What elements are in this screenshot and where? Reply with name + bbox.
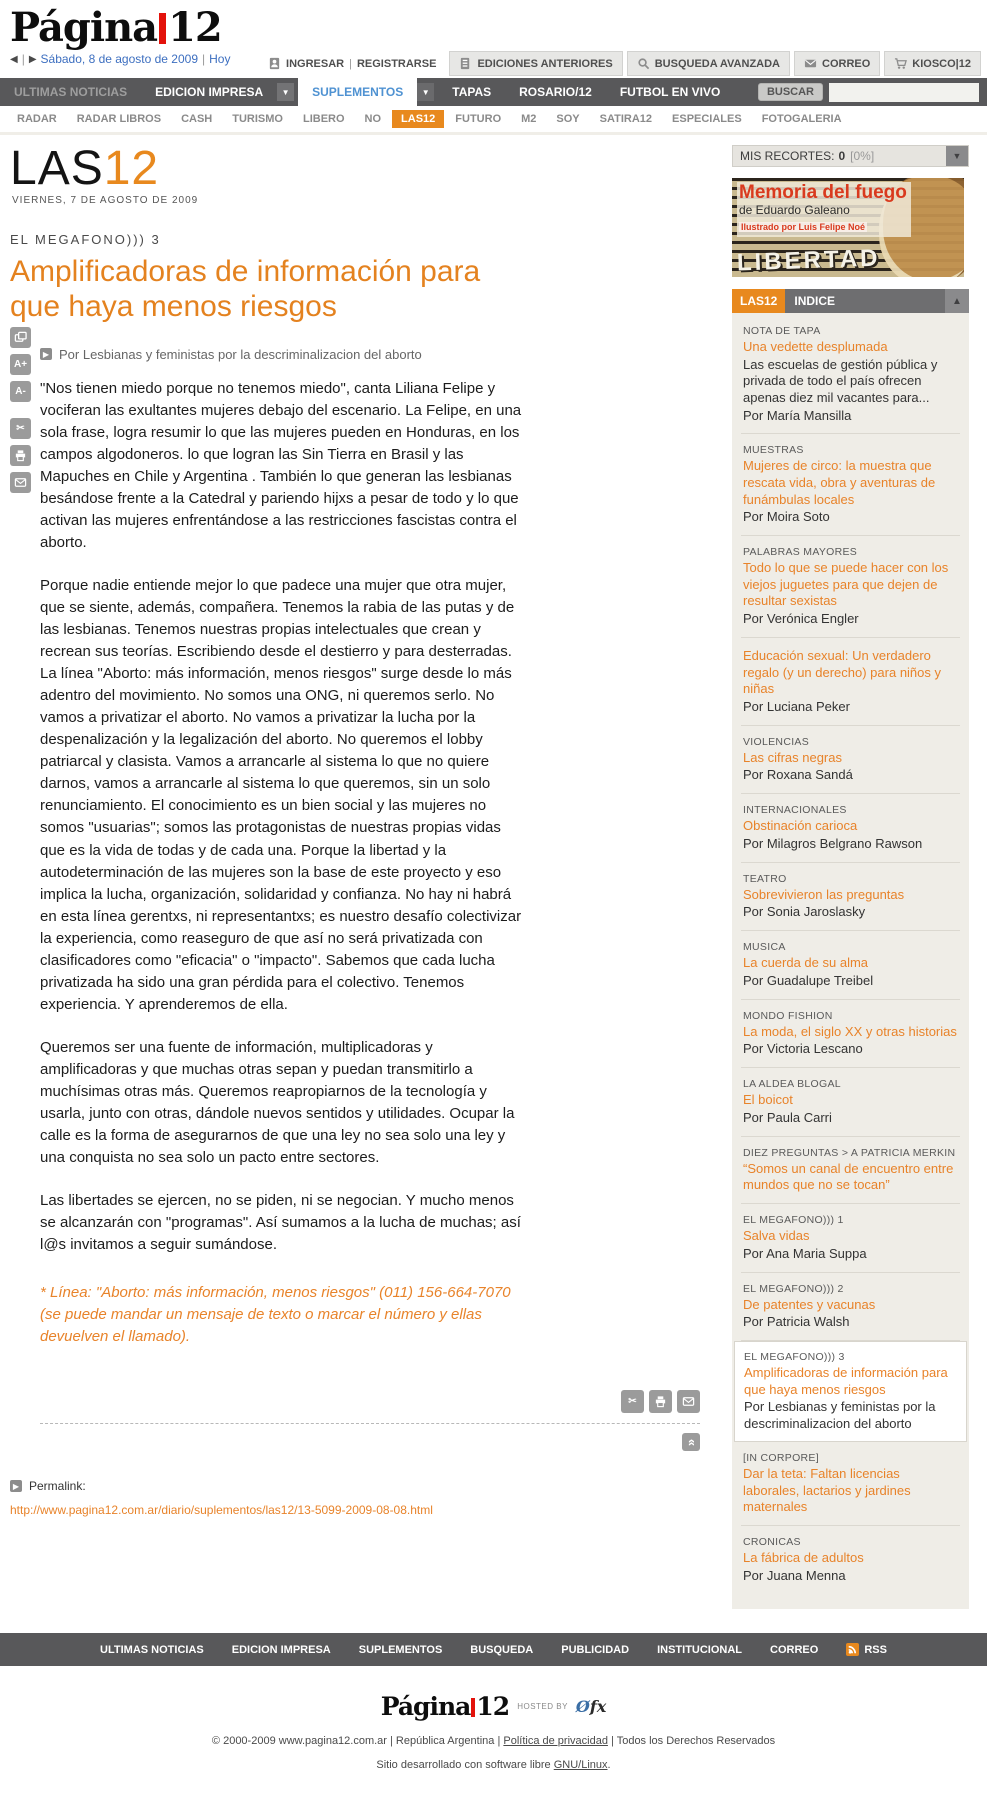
user-icon [268, 57, 281, 70]
supplement-tab[interactable]: FUTURO [455, 113, 502, 125]
font-increase-button[interactable]: A+ [10, 354, 31, 375]
supplement-tab[interactable]: NO [364, 113, 382, 125]
footer-rss-link[interactable]: RSS [846, 1643, 887, 1656]
index-item [741, 931, 960, 1000]
index-author: Por Milagros Belgrano Rawson [743, 835, 923, 851]
supplements-nav [0, 106, 987, 135]
nav-tapas[interactable]: TAPAS [452, 85, 492, 99]
privacy-policy-link[interactable]: Política de privacidad [503, 1735, 608, 1748]
play-bullet-icon: ▶ [10, 1480, 22, 1492]
nav-edicion-impresa[interactable]: EDICION IMPRESA [155, 85, 264, 99]
indice-label: INDICE [794, 294, 836, 308]
index-title-link[interactable]: Dar la teta: Faltan licencias laborales, lactarios y jardines maternales [743, 1466, 911, 1515]
edicion-dropdown-icon[interactable]: ▼ [277, 83, 294, 101]
supplement-tab[interactable]: FOTOGALERIA [761, 113, 842, 125]
index-item [741, 1137, 960, 1204]
ediciones-anteriores-button[interactable]: EDICIONES ANTERIORES [449, 51, 622, 76]
clip-scissors-icon[interactable]: ✂ [621, 1390, 644, 1413]
recortes-dropdown-icon[interactable]: ▼ [946, 146, 968, 166]
recortes-percent: [0%] [850, 149, 875, 163]
index-title-link[interactable]: El boicot [743, 1092, 793, 1108]
footer-link[interactable]: INSTITUCIONAL [657, 1643, 743, 1656]
logo-text-first: Página [10, 4, 158, 51]
content [0, 135, 987, 1609]
suplementos-dropdown-icon[interactable]: ▼ [417, 83, 434, 101]
index-list [732, 313, 969, 1609]
book-icon [459, 57, 472, 70]
index-item [741, 794, 960, 863]
index-item [741, 1068, 960, 1137]
supplement-date: VIERNES, 7 DE AGOSTO DE 2009 [12, 195, 199, 206]
index-title-link[interactable]: Amplificadoras de información para que haya menos riesgos [744, 1365, 948, 1397]
ingresar-label: INGRESAR [286, 57, 345, 70]
footer-link[interactable]: CORREO [770, 1643, 819, 1656]
font-decrease-button[interactable]: A- [10, 381, 31, 402]
permalink-url[interactable]: http://www.pagina12.com.ar/diario/suplementos/las12/13-5099-2009-08-08.html [10, 1503, 433, 1518]
indice-collapse-icon[interactable]: ▲ [945, 289, 969, 313]
supplement-tab[interactable]: CASH [181, 113, 213, 125]
nav-futbol-en-vivo[interactable]: FUTBOL EN VIVO [619, 85, 721, 99]
footer-nav [0, 1633, 987, 1666]
index-category: INTERNACIONALES [743, 804, 847, 817]
index-author: Por Victoria Lescano [743, 1041, 863, 1057]
search-icon [637, 57, 650, 70]
index-description: Las escuelas de gestión pública y privada de todo el país ofrecen apenas diez mil vacantes para... [743, 356, 938, 405]
index-category: EL MEGAFONO))) 3 [744, 1351, 845, 1364]
index-category: EL MEGAFONO))) 2 [743, 1282, 844, 1295]
ad-illustrator: Ilustrado por Luis Felipe Noé [741, 221, 866, 232]
top-header [0, 0, 987, 78]
index-item [741, 1273, 960, 1342]
back-to-top-button[interactable]: » [682, 1433, 700, 1451]
correo-button[interactable]: CORREO [794, 51, 880, 76]
ad-title: Memoria del fuego [739, 182, 907, 203]
supplement-tab[interactable]: RADAR LIBROS [76, 113, 162, 125]
article-paragraph: Las libertades se ejercen, no se piden, ni se negocian. Y mucho menos se alcanzarán con "programas". Así sumamos a la lucha de muchas; así l@s invitamos a seguir sumándose. [40, 1192, 521, 1254]
index-title-link[interactable]: Obstinación carioca [743, 818, 858, 834]
index-title-link[interactable]: Salva vidas [743, 1228, 810, 1244]
recortes-label: MIS RECORTES: [740, 149, 835, 163]
pagina12-logo[interactable] [10, 4, 222, 51]
print-icon[interactable] [10, 445, 31, 466]
index-item [741, 315, 960, 434]
index-category: PALABRAS MAYORES [743, 546, 858, 559]
index-category: MUESTRAS [743, 444, 804, 457]
index-author: Por Juana Menna [743, 1567, 846, 1583]
supplement-tab[interactable]: M2 [521, 113, 537, 125]
hosting-provider-logo[interactable]: Øfx [575, 1697, 607, 1717]
nav-ultimas-noticias[interactable]: ULTIMAS NOTICIAS [14, 85, 128, 99]
header-actions [259, 51, 981, 76]
index-category: [IN CORPORE] [743, 1452, 819, 1465]
index-item [741, 1442, 960, 1526]
mail-icon [804, 57, 817, 70]
play-bullet-icon: ▶ [40, 348, 52, 360]
article-column [10, 142, 710, 1518]
clip-scissors-icon[interactable]: ✂ [10, 418, 31, 439]
index-category: EL MEGAFONO))) 1 [743, 1214, 844, 1227]
prev-day-icon[interactable]: ◀ [10, 53, 18, 65]
footer-link[interactable]: PUBLICIDAD [561, 1643, 630, 1656]
search-input[interactable] [829, 83, 979, 102]
article-paragraph: Porque nadie entiende mejor lo que padece una mujer que otra mujer, que se siente, además, compañera. Tenemos la rabia de las putas y de las lesbianas. Tenemos nuestras propias intelectuales que crean y recrean sus teorías. Escribiendo desde el destierro y para desterradas. La línea "Aborto: más información, menos riesgos" surge desde lo más adentro del movimiento. No somos una ONG, ni queremos serlo. No vamos a privatizar el aborto. No vamos a privatizar la lucha por la despenalización y la legalización del aborto. No queremos el lobby patriarcal y clasista. Vamos a arrancarle al sistema lo que no quiere darnos, vamos a arrancarle al sistema lo que queremos, sin un solo renunciamiento. El conocimiento es un bien social y las mujeres no somos "usuarias"; somos las protagonistas de nuestras propias vidas que es la vida de todas y de cada una. Porque la libertad y la autodeterminación de las mujeres son la base de este proyecto y eso implica la lucha, organización, solidaridad y confianza. No hay ni habrá en esta línea gerentxs, ni representantxs; es nuestro desafío colectivizar la experiencia, como reaseguro de que así no será privatizada con clasificadores como "eficacia" o "impacto". Sabemos que cada lucha privatizada ha sido una gran pérdida para el colectivo. Tenemos experiencia. Y aprenderemos de ella. [40, 576, 522, 1013]
email-icon[interactable] [10, 472, 31, 493]
section-kicker: EL MEGAFONO))) 3 [10, 232, 161, 247]
index-item [741, 1204, 960, 1273]
rss-icon [846, 1643, 859, 1656]
buscar-button[interactable]: BUSCAR [758, 83, 823, 101]
ad-banner[interactable] [732, 178, 964, 277]
index-category: DIEZ PREGUNTAS > A PATRICIA MERKIN [743, 1146, 956, 1159]
busqueda-avanzada-button[interactable]: BUSQUEDA AVANZADA [627, 51, 790, 76]
index-category: CRONICAS [743, 1535, 801, 1548]
share-row [40, 1390, 700, 1413]
index-author: Por Luciana Peker [743, 698, 850, 714]
main-nav [0, 78, 987, 106]
permalink-section [10, 1479, 710, 1517]
index-category: NOTA DE TAPA [743, 325, 821, 337]
supplement-tab[interactable]: LAS12 [392, 110, 444, 128]
gnu-linux-link[interactable]: GNU/Linux [553, 1759, 608, 1772]
index-author: Por Lesbianas y feministas por la descriminalizacion del aborto [744, 1399, 936, 1432]
cart-icon [894, 57, 907, 70]
article-paragraph: "Nos tienen miedo porque no tenemos miedo", canta Liliana Felipe y vociferan las exultantes mujeres debajo del escenario. La Felipe, en una sola frase, logra resumir lo que las mujeres pueden en Honduras, en los campos algodoneros. lo que logran las Sin Tierra en Brasil y las Mapuches en Chile y Argentina . También lo que generan las lesbianas besándose frente a la Catedral y pariendo hijxs a pesar de todo y lo que activan las mujeres enfrentándose a las restricciones fascistas contra el aborto. [40, 379, 522, 551]
index-category: MUSICA [743, 941, 786, 954]
index-item [734, 1341, 967, 1442]
index-item [741, 1000, 960, 1069]
index-item [741, 863, 960, 932]
article-paragraph: Queremos ser una fuente de información, multiplicadoras y amplificadoras y que muchas otras sepan y puedan transmitirlo a muchísimas otras más. Queremos reapropiarnos de la tecnología y usarla, junto con otras, dándole nuevos sentidos y utilidades. Ocupar la calle es la forma de asegurarnos de que una ley no sea solo una ley y una conquista no sea solo un pacto entre sectores. [40, 1038, 515, 1167]
kiosco-button[interactable]: KIOSCO|12 [884, 51, 981, 76]
index-category: TEATRO [743, 872, 787, 885]
footer-link[interactable]: EDICION IMPRESA [231, 1643, 331, 1656]
index-item [741, 434, 960, 536]
index-title-link[interactable]: La fábrica de adultos [743, 1549, 864, 1565]
supplement-tab[interactable]: TURISMO [232, 113, 283, 125]
registrarse-label: REGISTRARSE [356, 57, 437, 70]
index-item [741, 726, 960, 795]
indice-header [732, 289, 969, 313]
current-date: Sábado, 8 de agosto de 2009 [40, 52, 199, 66]
nav-search-area [758, 78, 987, 106]
hosted-by-label: HOSTED BY [517, 1702, 568, 1712]
nav-rosario12[interactable]: ROSARIO/12 [519, 85, 592, 99]
article-title: Amplificadoras de información para que haya menos riesgos [10, 255, 481, 323]
footer [0, 1633, 987, 1771]
index-author: Por Patricia Walsh [743, 1314, 850, 1330]
ad-author: de Eduardo Galeano [739, 202, 850, 217]
ad-libertad-text: LIBERTAD [736, 244, 881, 277]
index-title-link[interactable]: La cuerda de su alma [743, 955, 869, 971]
logo-red-bar [159, 13, 166, 44]
logo-text-second: 12 [168, 4, 222, 51]
index-item [741, 638, 960, 726]
index-author: Por Guadalupe Treibel [743, 972, 874, 988]
index-author: Por Verónica Engler [743, 611, 859, 627]
index-title-link[interactable]: Educación sexual: Un verdadero regalo (y un derecho) para niños y niñas [743, 647, 942, 697]
login-register[interactable]: INGRESAR | REGISTRARSE [259, 51, 445, 76]
logo-red-bar [471, 1698, 475, 1717]
supplement-tab[interactable]: SATIRA12 [599, 113, 653, 125]
index-item [741, 1526, 960, 1594]
index-title-link[interactable]: Todo lo que se puede hacer con los viejos juguetes para que dejen de resultar sexistas [743, 560, 949, 609]
footer-pagina12-logo[interactable]: Página 12 [380, 1692, 510, 1722]
byline-text: Por Lesbianas y feministas por la descriminalizacion del aborto [59, 346, 422, 362]
copyright-line: © 2000-2009 www.pagina12.com.ar | República Argentina | Política de privacidad | Todos los Derechos Reservados [211, 1735, 776, 1748]
las12-logo[interactable]: LAS12 [10, 142, 160, 195]
index-title-link[interactable]: Una vedette desplumada [743, 339, 888, 354]
index-author: Por Sonia Jaroslasky [743, 904, 866, 920]
index-author: Por María Mansilla [743, 407, 852, 423]
supplement-tab[interactable]: RADAR [17, 113, 57, 125]
supplement-tab[interactable]: ESPECIALES [672, 113, 742, 125]
index-item [741, 536, 960, 638]
index-title-link[interactable]: “Somos un canal de encuentro entre mundos que no se tocan” [743, 1160, 954, 1193]
popup-window-icon[interactable] [10, 327, 31, 348]
indice-brand-badge[interactable]: LAS12 [732, 289, 785, 313]
index-title-link[interactable]: Las cifras negras [743, 749, 842, 765]
index-author: Por Paula Carri [743, 1109, 832, 1125]
mis-recortes-bar [732, 145, 969, 167]
hoy-link[interactable]: Hoy [209, 52, 231, 66]
footer-link[interactable]: SUPLEMENTOS [358, 1643, 443, 1656]
index-category: MONDO FISHION [743, 1009, 833, 1022]
byline [40, 347, 710, 362]
nav-suplementos[interactable]: SUPLEMENTOS [298, 78, 417, 106]
index-title-link[interactable]: La moda, el siglo XX y otras historias [743, 1023, 957, 1039]
article-body [40, 378, 528, 1257]
next-day-icon[interactable]: ▶ [28, 53, 37, 65]
supplement-tab[interactable]: LIBERO [302, 113, 345, 125]
index-author: Por Ana Maria Suppa [743, 1245, 867, 1261]
recortes-count: 0 [838, 149, 846, 163]
article-footnote: * Línea: "Aborto: más información, menos riesgos" (011) 156-664-7070 (se puede mandar un mensaje de texto o marcar el número y ellas devuelven el llamado). [40, 1284, 511, 1346]
index-title-link[interactable]: De patentes y vacunas [743, 1296, 876, 1312]
permalink-label: Permalink: [29, 1479, 86, 1494]
index-category: VIOLENCIAS [743, 735, 810, 748]
index-title-link[interactable]: Mujeres de circo: la muestra que rescata vida, obra y aventuras de funámbulas locales [743, 458, 936, 507]
date-nav: ◀ | ▶ Sábado, 8 de agosto de 2009 | Hoy [10, 52, 231, 66]
sidebar [732, 145, 969, 1609]
print-icon[interactable] [649, 1390, 672, 1413]
index-title-link[interactable]: Sobrevivieron las preguntas [743, 886, 905, 902]
host-swirl-icon: Ø [575, 1697, 590, 1717]
index-category: LA ALDEA BLOGAL [743, 1078, 841, 1091]
supplement-tab[interactable]: SOY [556, 113, 580, 125]
index-author: Por Roxana Sandá [743, 767, 853, 783]
footer-link[interactable]: ULTIMAS NOTICIAS [100, 1643, 204, 1656]
email-icon[interactable] [677, 1390, 700, 1413]
index-author: Por Moira Soto [743, 509, 830, 525]
developed-line: Sitio desarrollado con software libre GNU/Linux. [376, 1759, 611, 1772]
article-tools [10, 327, 31, 493]
footer-link[interactable]: BUSQUEDA [470, 1643, 534, 1656]
